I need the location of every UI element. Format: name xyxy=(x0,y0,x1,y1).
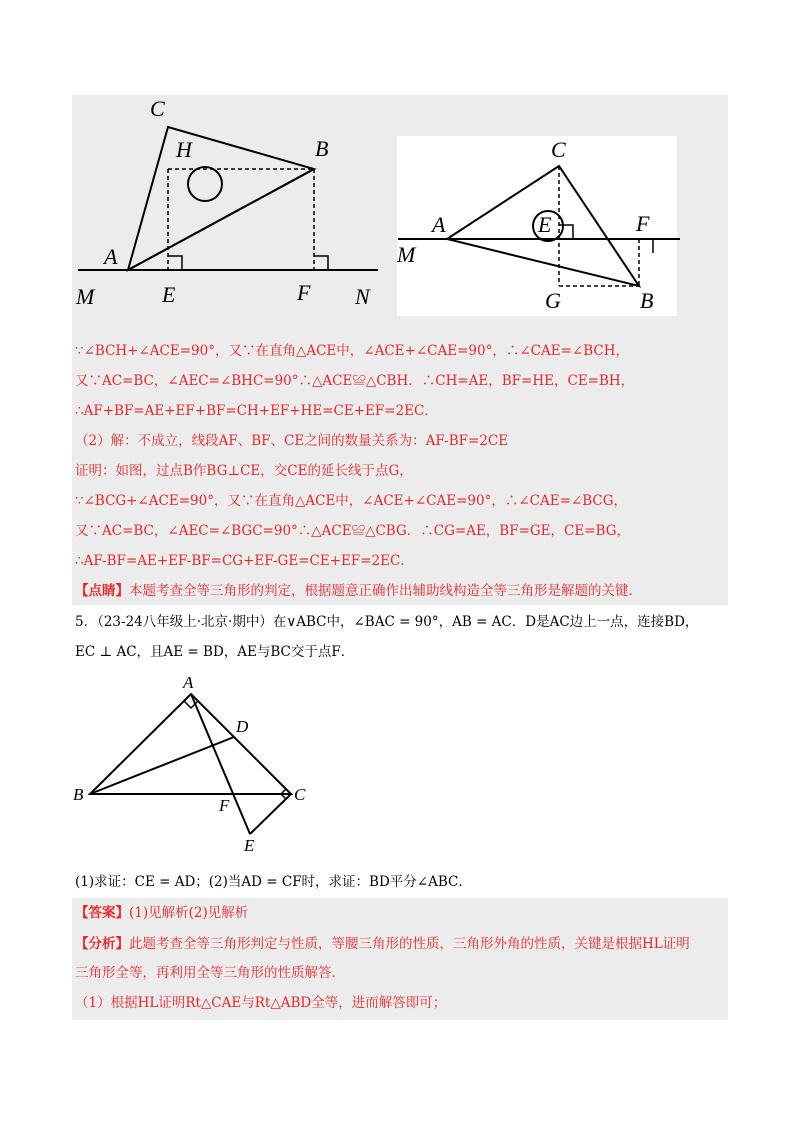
fig3-label-e: E xyxy=(244,836,255,855)
problem5-line-2: EC ⊥ AC，且AE = BD，AE与BC交于点F． xyxy=(75,644,355,660)
fig2-label-e: E xyxy=(538,212,552,237)
fig1-label-a: A xyxy=(104,244,118,269)
answer-text: (1)见解析(2)见解析 xyxy=(129,905,249,921)
fig3-label-c: C xyxy=(294,785,306,804)
segment-ce xyxy=(250,794,291,834)
solution-line-2: 又∵AC=BC，∠AEC=∠BHC=90°∴△ACE≌△CBH．∴CH=AE，BF=HE，CE=BH， xyxy=(75,373,635,389)
problem5-line-1: 5．（23-24八年级上·北京·期中）在∨ABC中，∠BAC = 90°，AB = AC．D是AC边上一点，连接BD， xyxy=(75,614,699,630)
fig1-label-f: F xyxy=(297,280,311,305)
solution-line-6: ∵∠BCG+∠ACE=90°，又∵在直角△ACE中，∠ACE+∠CAE=90°，∴∠CAE=∠BCG， xyxy=(75,493,627,509)
fig2-label-f: F xyxy=(636,211,650,236)
solution-line-7: 又∵AC=BC，∠AEC=∠BGC=90°∴△ACE≌△CBG．∴CG=AE，BF=GE，CE=BG， xyxy=(75,523,630,539)
fig1-label-c: C xyxy=(150,96,165,121)
analysis-line-2: 三角形全等，再利用全等三角形的性质解答． xyxy=(75,965,345,981)
fig3-label-d: D xyxy=(236,717,249,736)
solution-line-4: （2）解：不成立，线段AF、BF、CE之间的数量关系为：AF-BF=2CE xyxy=(75,433,509,449)
fig2-label-a: A xyxy=(432,212,446,237)
fig1-label-b: B xyxy=(315,136,329,161)
analysis-text-1: 此题考查全等三角形判定与性质，等腰三角形的性质，三角形外角的性质，关键是根据HL证明 xyxy=(129,936,690,952)
comment-text: 本题考查全等三角形的判定，根据题意正确作出辅助线构造全等三角形是解题的关键． xyxy=(129,583,642,599)
fig2-label-c: C xyxy=(551,137,566,162)
fig3-label-b: B xyxy=(73,785,84,804)
fig3-label-a: A xyxy=(183,673,194,692)
answer-tag: 【答案】 xyxy=(75,905,129,921)
fig1-label-m: M xyxy=(76,284,95,309)
analysis-line-3: （1）根据HL证明Rt△CAE与Rt△ABD全等，进而解答即可； xyxy=(75,995,447,1011)
triangle-abc xyxy=(90,694,291,794)
solution-line-5: 证明：如图，过点B作BG⊥CE，交CE的延长线于点G， xyxy=(75,463,413,479)
fig2-label-b: B xyxy=(640,288,654,313)
fig3-label-f: F xyxy=(219,796,230,815)
analysis-tag: 【分析】 xyxy=(75,936,129,952)
solution-line-1: ∵∠BCH+∠ACE=90°，又∵在直角△ACE中，∠ACE+∠CAE=90°，∴∠CAE=∠BCH， xyxy=(75,343,629,359)
fig1-label-n: N xyxy=(355,284,370,309)
problem5-question: (1)求证：CE = AD；(2)当AD = CF时，求证：BD平分∠ABC． xyxy=(75,874,472,890)
fig1-label-e: E xyxy=(162,282,176,307)
solution-line-3: ∴AF+BF=AE+EF+BF=CH+EF+HE=CE+EF=2EC． xyxy=(75,403,438,419)
analysis-line-1 xyxy=(75,934,735,954)
fig2-label-g: G xyxy=(545,288,561,313)
fig2-label-m: M xyxy=(397,242,416,267)
answer-line xyxy=(75,903,735,923)
fig1-label-h: H xyxy=(176,137,192,162)
solution-line-8: ∴AF-BF=AE+EF-BF=CG+EF-GE=CE+EF=2EC． xyxy=(75,553,414,569)
comment-tag: 【点睛】 xyxy=(75,583,129,599)
